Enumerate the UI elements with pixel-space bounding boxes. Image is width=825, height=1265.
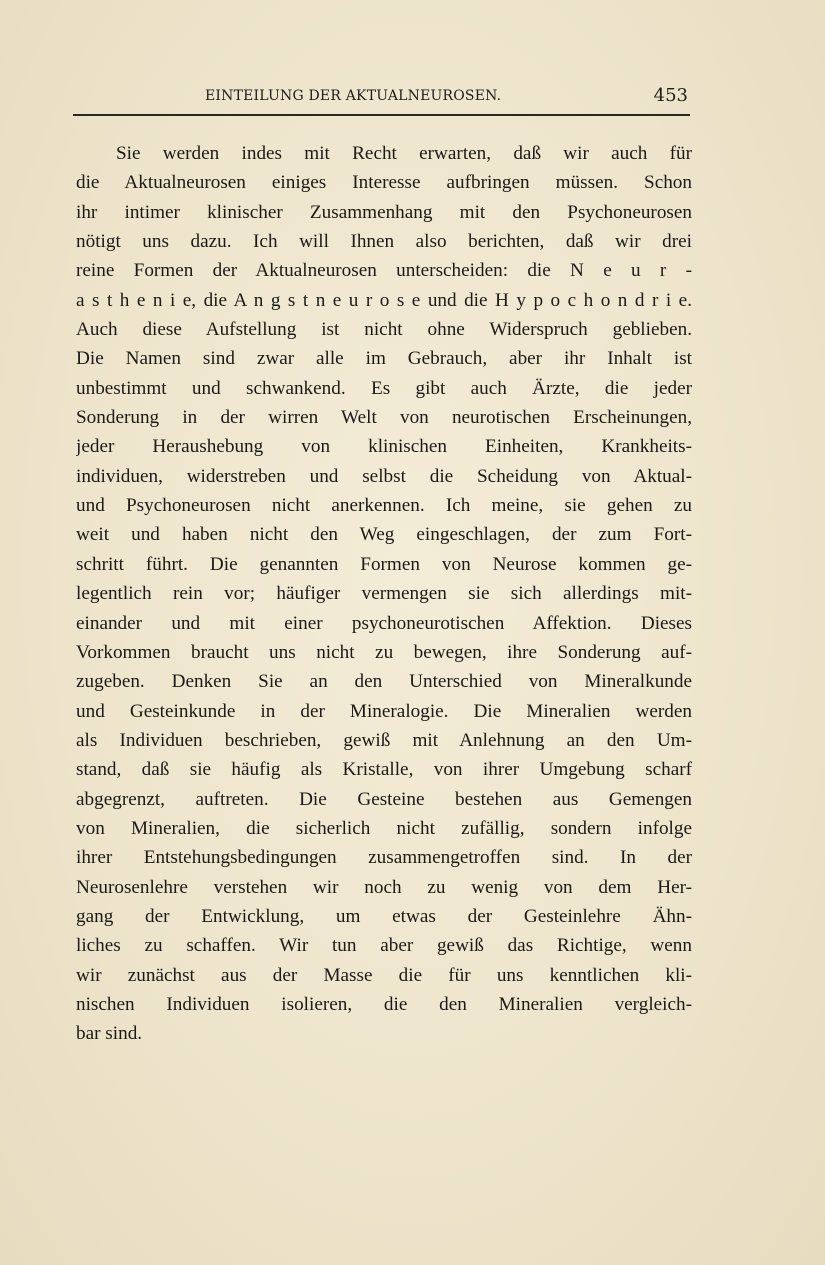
text-line: a s t h e n i e, die A n g s t n e u r o s e und die H y p o c h o n d r i e. — [76, 289, 692, 311]
header-rule — [73, 114, 690, 116]
text-line: legentlich rein vor; häufiger vermengen sie sich allerdings mit- — [76, 583, 692, 605]
text-line: Auch diese Aufstellung ist nicht ohne Widerspruch geblieben. — [76, 319, 692, 341]
text-line: stand, daß sie häufig als Kristalle, von ihrer Umgebung scharf — [76, 759, 692, 781]
text-line: von Mineralien, die sicherlich nicht zufällig, sondern infolge — [76, 817, 692, 839]
text-line: einander und mit einer psychoneurotischen Affektion. Dieses — [76, 612, 692, 634]
body-paragraph — [76, 139, 692, 1049]
running-head-title: EINTEILUNG DER AKTUALNEUROSEN. — [205, 88, 502, 104]
text-line: Sonderung in der wirren Welt von neurotischen Erscheinungen, — [76, 407, 692, 429]
text-line: Sie werden indes mit Recht erwarten, daß wir auch für — [116, 143, 692, 164]
text-line: nischen Individuen isolieren, die den Mineralien vergleich- — [76, 993, 692, 1015]
text-line: gang der Entwicklung, um etwas der Gesteinlehre Ähn- — [76, 905, 692, 927]
text-line: weit und haben nicht den Weg eingeschlagen, der zum Fort- — [76, 524, 692, 546]
text-line: und Gesteinkunde in der Mineralogie. Die Mineralien werden — [76, 700, 692, 722]
text-line: schritt führt. Die genannten Formen von Neurose kommen ge- — [76, 553, 692, 575]
text-line: abgegrenzt, auftreten. Die Gesteine bestehen aus Gemengen — [76, 788, 692, 810]
text-line: zugeben. Denken Sie an den Unterschied von Mineralkunde — [76, 671, 692, 693]
text-line: individuen, widerstreben und selbst die Scheidung von Aktual- — [76, 465, 692, 487]
text-line: wir zunächst aus der Masse die für uns kenntlichen kli- — [76, 964, 692, 986]
text-line: nötigt uns dazu. Ich will Ihnen also berichten, daß wir drei — [76, 231, 692, 253]
text-line: bar sind. — [76, 1023, 143, 1045]
text-line: Die Namen sind zwar alle im Gebrauch, aber ihr Inhalt ist — [76, 348, 692, 370]
text-line: ihr intimer klinischer Zusammenhang mit den Psychoneurosen — [76, 201, 692, 223]
text-line: die Aktualneurosen einiges Interesse aufbringen müssen. Schon — [76, 172, 692, 194]
text-line: und Psychoneurosen nicht anerkennen. Ich meine, sie gehen zu — [76, 495, 692, 517]
text-line: liches zu schaffen. Wir tun aber gewiß das Richtige, wenn — [76, 935, 692, 957]
text-line: Neurosenlehre verstehen wir noch zu wenig von dem Her- — [76, 876, 692, 898]
text-line: Vorkommen braucht uns nicht zu bewegen, ihre Sonderung auf- — [76, 641, 692, 663]
text-line: jeder Heraushebung von klinischen Einheiten, Krankheits- — [76, 436, 692, 458]
text-line: als Individuen beschrieben, gewiß mit Anlehnung an den Um- — [76, 729, 692, 751]
text-line: unbestimmt und schwankend. Es gibt auch Ärzte, die jeder — [76, 377, 692, 399]
running-head — [75, 86, 692, 110]
text-line: reine Formen der Aktualneurosen unterscheiden: die N e u r - — [76, 260, 692, 282]
page-number: 453 — [653, 85, 688, 106]
text-line: ihrer Entstehungsbedingungen zusammengetroffen sind. In der — [76, 847, 692, 869]
